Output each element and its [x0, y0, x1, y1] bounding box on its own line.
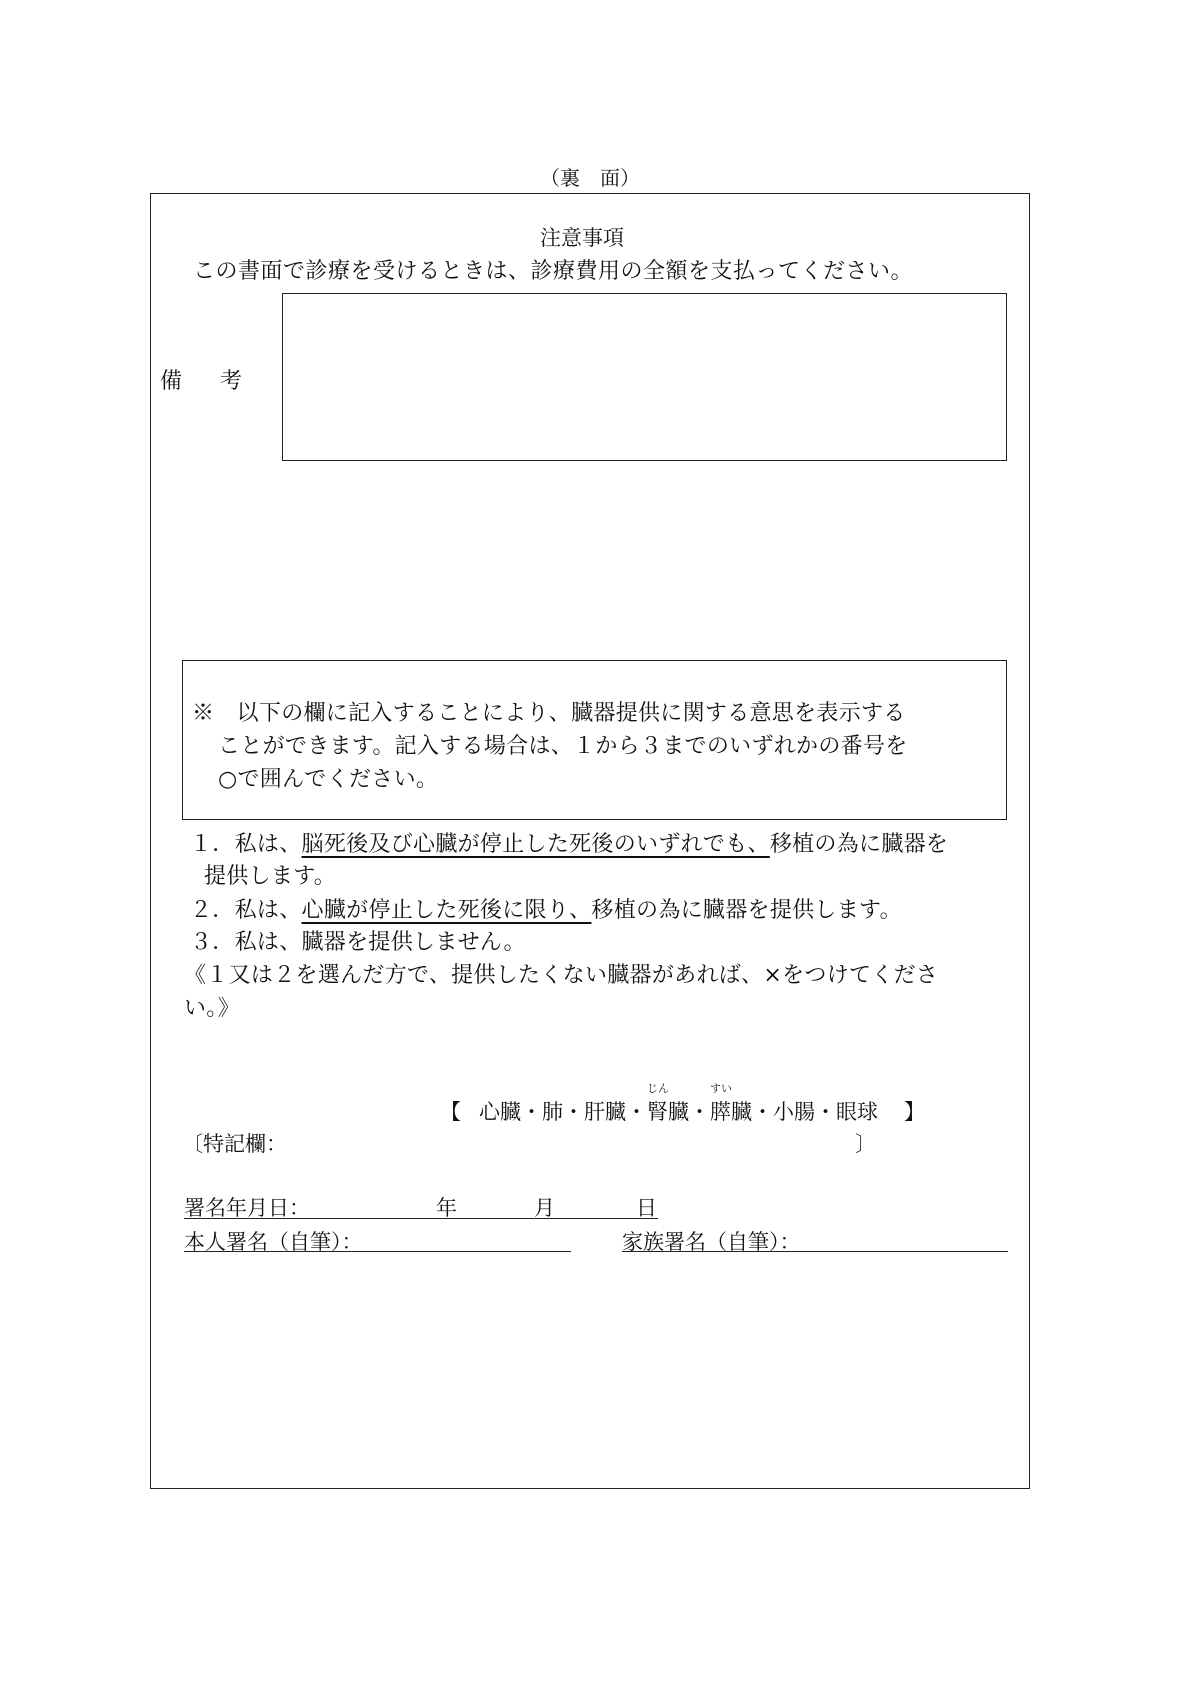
kidney-char[interactable]	[647, 1082, 669, 1126]
option-1-underlined: 脳死後及び心臓が停止した死後のいずれでも、	[301, 832, 770, 857]
option-3[interactable]: ３．私は、臓器を提供しません。	[190, 930, 526, 955]
remarks-label: 備考	[160, 369, 281, 394]
option-2-suffix: 移植の為に臓器を提供します。	[591, 898, 902, 923]
caution-heading: 注意事項	[540, 226, 624, 250]
self-signature-line[interactable]	[184, 1251, 571, 1252]
signature-date-label: 署名年月日：	[184, 1196, 310, 1220]
pancreas-char[interactable]	[710, 1082, 732, 1126]
organ-list	[440, 1082, 925, 1126]
option-1[interactable]	[190, 827, 948, 858]
exclusion-note-line-1: 《１又は２を選んだ方で、提供したくない臓器があれば、×をつけてくださ	[184, 963, 939, 988]
signature-month: 月	[534, 1196, 555, 1220]
special-note-label: 〔特記欄：	[182, 1132, 287, 1156]
signature-year: 年	[436, 1196, 457, 1220]
organ-list-part-3[interactable]: 臓・小腸・眼球	[731, 1100, 878, 1124]
option-1-prefix: １．私は、	[190, 832, 302, 857]
special-note-close: 〕	[855, 1132, 876, 1156]
remarks-box[interactable]	[282, 293, 1007, 461]
organ-list-open-bracket: 【	[440, 1100, 461, 1124]
kidney-base: 腎	[647, 1100, 668, 1124]
organ-notice-line-2: ことができます。記入する場合は、１から３までのいずれかの番号を	[218, 734, 908, 759]
signature-date-line[interactable]	[184, 1218, 658, 1219]
self-signature-label: 本人署名（自筆）：	[184, 1230, 363, 1254]
option-1-suffix: 移植の為に臓器を	[769, 832, 949, 857]
pancreas-base: 膵	[710, 1100, 731, 1124]
caution-text: この書面で診療を受けるときは、診療費用の全額を支払ってください。	[193, 259, 914, 284]
pancreas-ruby: すい	[710, 1082, 732, 1095]
option-2-prefix: ２．私は、	[190, 898, 302, 923]
page-side-label: （裏 面）	[540, 166, 640, 190]
option-1-continued: 提供します。	[204, 864, 337, 889]
organ-list-part-1[interactable]: 心臓・肺・肝臓・	[479, 1100, 647, 1124]
organ-notice-line-3: ○で囲んでください。	[218, 767, 439, 792]
family-signature-line[interactable]	[622, 1251, 1008, 1252]
option-2-underlined: 心臓が停止した死後に限り、	[301, 898, 592, 923]
option-2[interactable]	[190, 893, 902, 924]
signature-day: 日	[636, 1196, 657, 1220]
organ-list-part-2: 臓・	[668, 1100, 710, 1124]
family-signature-label: 家族署名（自筆）：	[622, 1230, 801, 1254]
organ-notice-line-1: ※ 以下の欄に記入することにより、臓器提供に関する意思を表示する	[192, 701, 906, 726]
kidney-ruby: じん	[647, 1082, 669, 1095]
organ-list-close-bracket: 】	[904, 1100, 925, 1124]
exclusion-note-line-2: い。》	[184, 996, 240, 1021]
